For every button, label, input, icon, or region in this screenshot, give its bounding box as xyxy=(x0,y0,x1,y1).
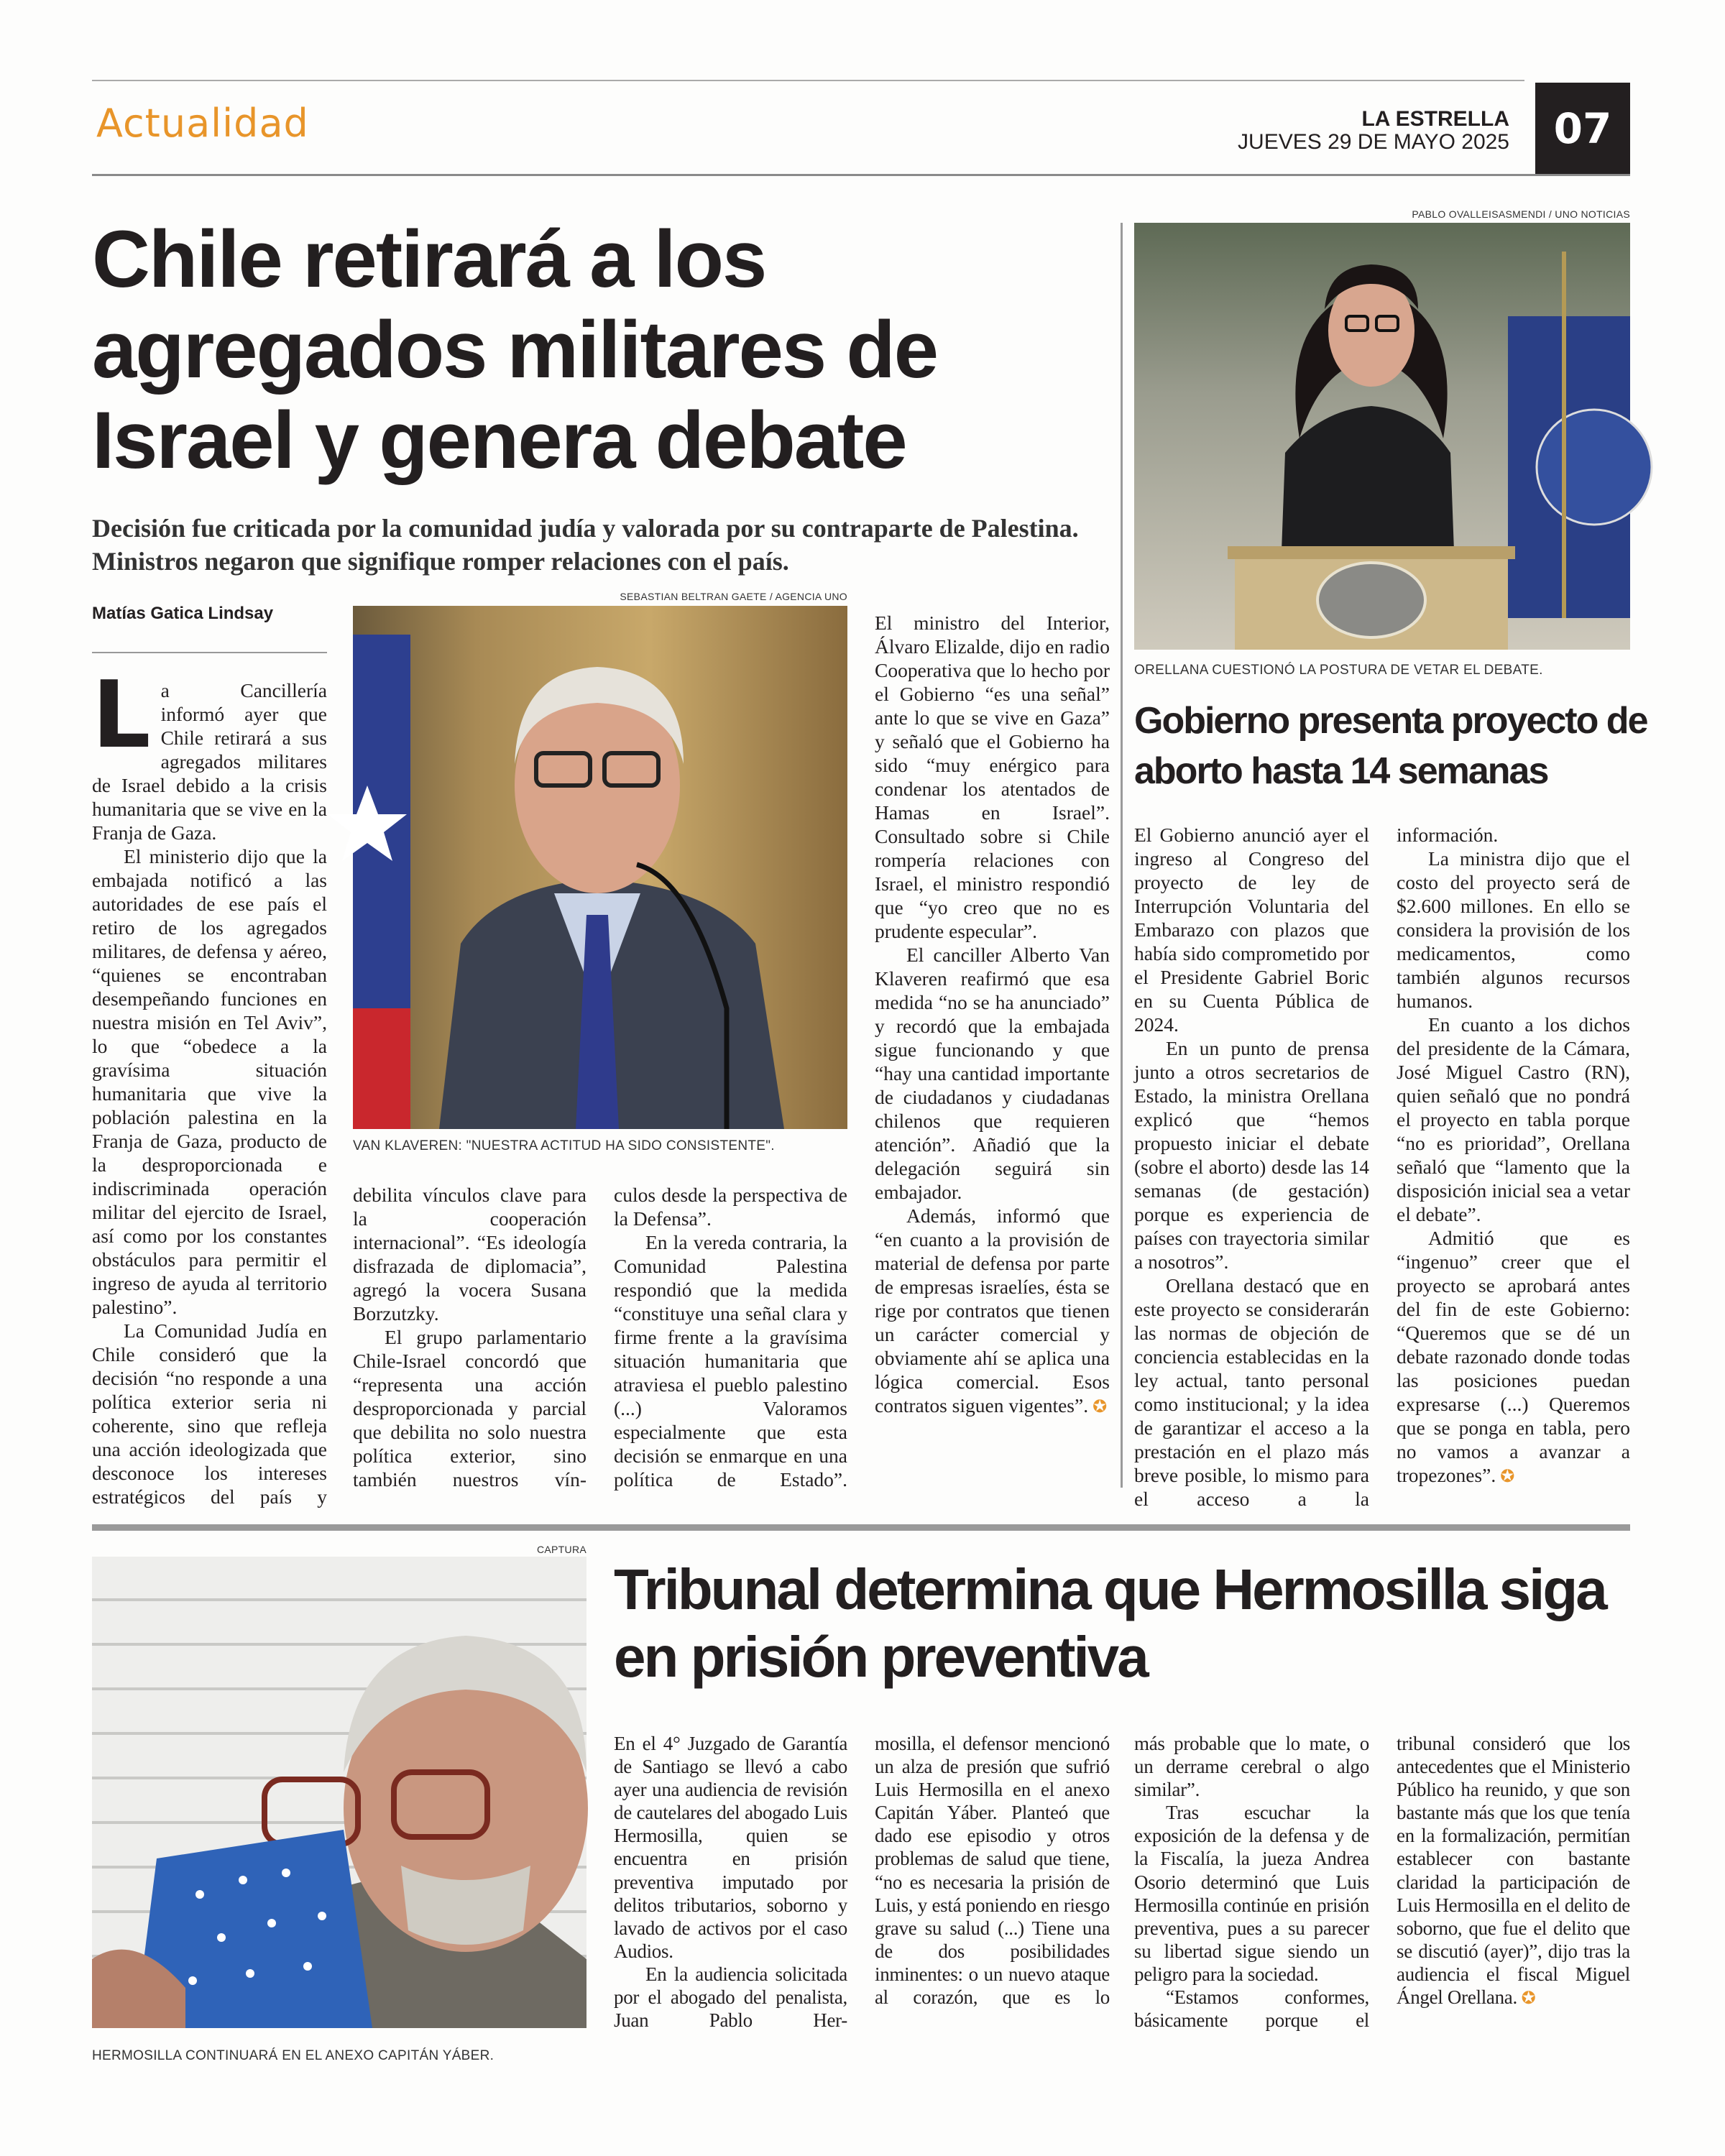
paragraph: Admitió que es “ingenuo” creer que el proyecto se aprobará antes del fin de este Gobierno: “Queremos que se dé un debate razonado donde todas las posiciones puedan expresarse (...) Queremos que se ponga en tabla, pero no vamos a avanzar a tropezones”. ✪ xyxy=(1397,1227,1630,1486)
bottom-photo-credit: CAPTURA xyxy=(537,1544,586,1555)
issue-date: JUEVES 29 DE MAYO 2025 xyxy=(1238,130,1509,154)
podium-illustration xyxy=(1134,223,1630,650)
paragraph: En la vereda contraria, la Comunidad Palestina respondió que la medida “constituye una señal clara y firme frente a la gravísima situación humanitaria que atraviesa el pueblo palestino (...) Valoramos especialmente que esta decisión se enmarque en una política de Estado”. xyxy=(614,1231,847,1491)
hermosilla-illustration xyxy=(92,1557,586,2028)
bottom-photo-caption: HERMOSILLA CONTINUARÁ EN EL ANEXO CAPITÁN YÁBER. xyxy=(92,2048,494,2063)
byline-rule xyxy=(92,652,327,653)
paragraph: Orellana destacó que en este proyecto se considerarán las normas de objeción de conciencia establecidas en la ley actual, tanto personal como institucional; y la idea de garantizar el acceso a la prestación en el plazo más breve posible, lo mismo para el acceso a la xyxy=(1134,1274,1369,1510)
side-photo-caption: ORELLANA CUESTIONÓ LA POSTURA DE VETAR EL DEBATE. xyxy=(1134,663,1543,678)
paragraph: debilita vínculos clave para la cooperación internacional”. “Es ideología disfrazada de diplomacia”, agregó la vocera Susana Borzutzky. xyxy=(353,1184,586,1325)
paragraph: La Comunidad Judía en Chile consideró que la decisión “no responde a una política exterior seria ni coherente, sino que refleja una acción ideologizada que desconoce los intereses estratégicos del país y xyxy=(92,1319,327,1508)
paragraph: información. xyxy=(1397,824,1499,846)
paragraph: tribunal consideró que los antecedentes que el Ministerio Público ha reunido, y que son bastante más que los que tenía en la formalización, permitían establecer con bastante claridad la participación de Luis Hermosilla en el delito de soborno, que fue el delito que se discutió (ayer)”, dijo tras la audiencia el fiscal Miguel Ángel Orellana. ✪ xyxy=(1397,1733,1630,2009)
section-divider xyxy=(92,1524,1630,1531)
paragraph: “Estamos conformes, básicamente porque el xyxy=(1134,1986,1369,2032)
byline: Matías Gatica Lindsay xyxy=(92,604,274,623)
side-col-2 xyxy=(1397,823,1630,1491)
bottom-col-2 xyxy=(875,1732,1110,2057)
end-mark-icon: ✪ xyxy=(1517,1989,1536,2009)
paragraph: En un punto de prensa junto a otros secretarios de Estado, la ministra Orellana explicó que “hemos propuesto iniciar el debate (sobre el aborto) desde las 14 semanas (de gestación) porque es experiencia de países con trayectoria similar a nosotros”. xyxy=(1134,1037,1369,1273)
paragraph: El ministro del Interior, Álvaro Elizalde, dijo en radio Cooperativa que lo hecho por el Gobierno “es una señal” ante lo que se vive en Gaza” y señaló que el Gobierno ha sido “muy enérgico para condenar los atentados de Hamas en Israel”. Consultado sobre si Chile rompería relaciones con Israel, el ministro respondió que “yo creo que no es prudente especular”. xyxy=(875,612,1110,942)
paragraph: En cuanto a los dichos del presidente de la Cámara, José Miguel Castro (RN), quien señaló que no pondrá el proyecto en tabla porque “no es prioridad”, Orellana señaló que “lamento que la disposición inicial sea a vetar el debate”. xyxy=(1397,1013,1630,1225)
portrait-illustration xyxy=(353,606,847,1129)
side-col-1 xyxy=(1134,823,1369,1510)
side-photo-credit: PABLO OVALLEISASMENDI / UNO NOTICIAS xyxy=(1412,208,1630,220)
paragraph: culos desde la perspectiva de la Defensa”. xyxy=(614,1184,847,1230)
end-mark-icon: ✪ xyxy=(1496,1468,1515,1486)
main-deck: Decisión fue criticada por la comunidad judía y valorada por su contraparte de Palestina. Ministros negaron que signifique romper relaciones con el país. xyxy=(92,514,1079,576)
paragraph: Tras escuchar la exposición de la defensa y de la Fiscalía, la jueza Andrea Osorio determinó que Luis Hermosilla continúe en prisión preventiva, pues a su parecer su libertad sigue siendo un peligro para la sociedad. xyxy=(1134,1802,1369,1985)
masthead xyxy=(1238,108,1509,154)
photo-credit: SEBASTIAN BELTRAN GAETE / AGENCIA UNO xyxy=(620,591,847,602)
paragraph: El ministerio dijo que la embajada notificó a las autoridades de ese país el retiro de los agregados militares, de defensa y aéreo, “quienes se encontraban desempeñando funciones en nuestra misión en Tel Aviv”, lo que “obedece a la gravísima situación humanitaria que vive la población palestina en la Franja de Gaza, producto de la desproporcionada e indiscriminada operación militar del ejercito de Israel, así como por los constantes obstáculos para permitir el ingreso de ayuda al territorio palestino”. xyxy=(92,845,327,1318)
paragraph: El grupo parlamentario Chile-Israel concordó que “representa una acción desproporcionada y parcial que debilita no solo nuestra política exterior, sino también nuestros vín- xyxy=(353,1326,586,1491)
photo-van-klaveren xyxy=(353,606,847,1129)
paragraph: La Cancillería informó ayer que Chile retirará a sus agregados militares de Israel debido a la crisis humanitaria que se vive en la Franja de Gaza. xyxy=(92,662,327,844)
drop-cap: L xyxy=(92,662,151,769)
header-rule xyxy=(92,174,1630,176)
paragraph: En el 4° Juzgado de Garantía de Santiago se llevó a cabo ayer una audiencia de revisión de cautelares del abogado Luis Hermosilla, quien se encuentra en prisión preventiva imputado por delitos tributarios, soborno y lavado de activos por el caso Audios. xyxy=(614,1733,847,1962)
main-col-1 xyxy=(92,662,327,1508)
main-col-4 xyxy=(875,611,1110,1491)
paragraph: El Gobierno anunció ayer el ingreso al Congreso del proyecto de ley de Interrupción Voluntaria del Embarazo con plazos que había sido comprometido por el Presidente Gabriel Boric en su Cuenta Pública de 2024. xyxy=(1134,824,1369,1036)
photo-orellana xyxy=(1134,223,1630,650)
main-col-2 xyxy=(353,1183,586,1491)
photo-hermosilla xyxy=(92,1557,586,2028)
photo-caption: VAN KLAVEREN: "NUESTRA ACTITUD HA SIDO CONSISTENTE". xyxy=(353,1138,775,1153)
main-col-3 xyxy=(614,1183,847,1491)
paragraph: Además, informó que “en cuanto a la provisión de material de defensa por parte de empresas israelíes, ésta se rige por contratos que tienen un carácter comercial y obviamente ahí se aplica una lógica comercial. Esos contratos siguen vigentes”. ✪ xyxy=(875,1204,1110,1416)
top-rule xyxy=(92,80,1524,81)
newspaper-name: LA ESTRELLA xyxy=(1361,107,1509,131)
bottom-col-3 xyxy=(1134,1732,1369,2057)
main-headline: Chile retirará a los agregados militares de Israel y genera debate xyxy=(92,214,938,485)
paragraph: En la audiencia solicitada por el abogado del penalista, Juan Pablo Her- xyxy=(614,1963,847,2032)
bottom-headline: Tribunal determina que Hermosilla siga en prisión preventiva xyxy=(614,1557,1606,1689)
page-number: 07 xyxy=(1535,83,1630,175)
column-divider xyxy=(1121,223,1123,1488)
paragraph: mosilla, el defensor mencionó un alza de presión que sufrió Luis Hermosilla en el anexo Capitán Yáber. Planteó que dado ese episodio y otros problemas de salud que tiene, “no es necesaria la prisión de Luis, y está poniendo en riesgo grave su salud (...) Tiene una de dos posibilidades inminentes: o un nuevo ataque al corazón, que es lo xyxy=(875,1733,1110,2009)
paragraph: La ministra dijo que el costo del proyecto será de $2.600 millones. En ello se considera la provisión de los medicamentos, como también algunos recursos humanos. xyxy=(1397,847,1630,1012)
section-label: Actualidad xyxy=(96,101,309,146)
paragraph: El canciller Alberto Van Klaveren reafirmó que esa medida “no se ha anunciado” y recordó que la embajada sigue funcionando y que “hay una cantidad importante de ciudadanos y ciudadanas chilenos que requieren atención”. Añadió que la delegación seguirá sin embajador. xyxy=(875,944,1110,1203)
side-headline: Gobierno presenta proyecto de aborto hasta 14 semanas xyxy=(1134,700,1647,792)
bottom-col-1 xyxy=(614,1732,847,2057)
end-mark-icon: ✪ xyxy=(1088,1398,1108,1416)
paragraph: más probable que lo mate, o un derrame cerebral o algo similar”. xyxy=(1134,1733,1369,1801)
bottom-col-4 xyxy=(1397,1732,1630,2057)
